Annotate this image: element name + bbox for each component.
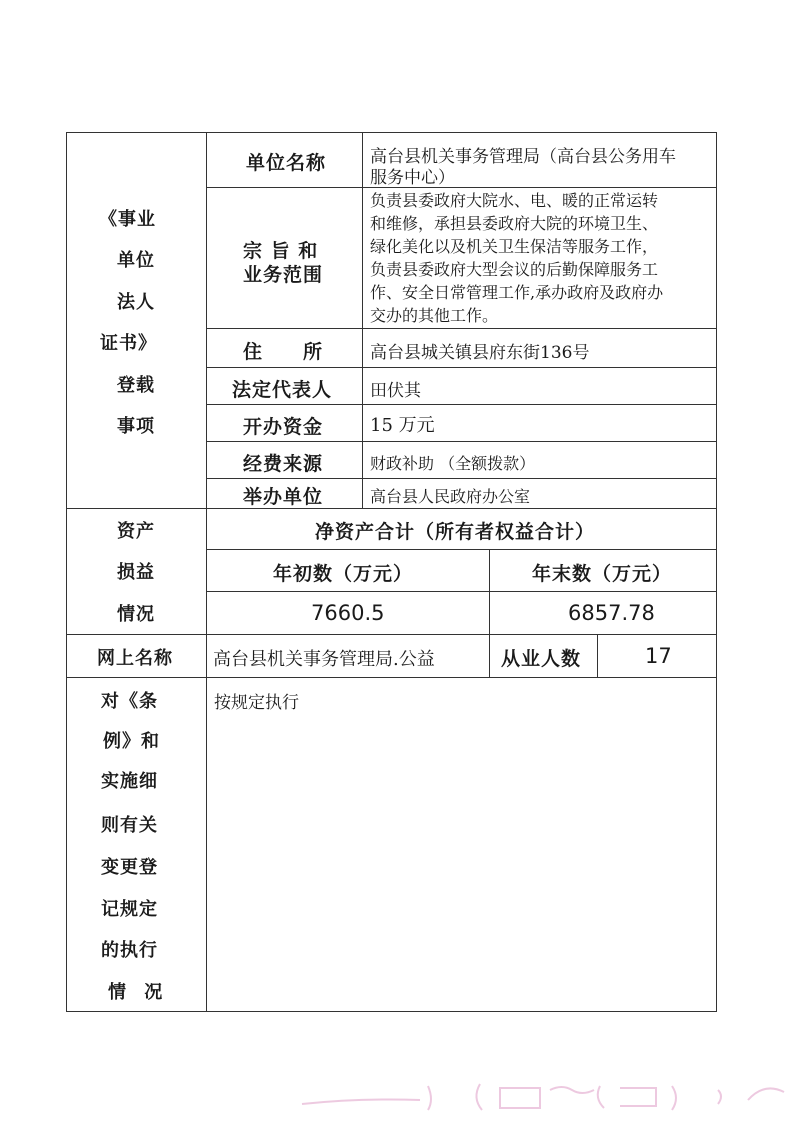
col-divider-left — [206, 132, 207, 1012]
scope-line: 和维修，承担县委政府大院的环境卫生、 — [370, 214, 659, 233]
execution-side-line: 例》和 — [103, 731, 160, 752]
funding-value: 财政补助 （全额拨款） — [370, 454, 536, 473]
row-divider — [206, 441, 717, 442]
scope-line: 负责县委政府大院水、电、暖的正常运转 — [370, 191, 659, 210]
scan-marks-decoration — [300, 1076, 790, 1116]
row-divider — [206, 367, 717, 368]
staff-count-value: 17 — [645, 644, 672, 668]
begin-year-label: 年初数（万元） — [273, 563, 414, 585]
registration-side-line: 事项 — [117, 416, 155, 437]
registration-side-line: 《事业 — [99, 209, 156, 230]
registration-side-line: 单位 — [117, 250, 155, 271]
assets-side-line: 情况 — [117, 604, 155, 625]
execution-side-line: 记规定 — [101, 899, 158, 920]
execution-side-line: 对《条 — [101, 691, 158, 712]
unit-name-value: 高台县机关事务管理局（高台县公务用车 — [370, 147, 676, 167]
execution-side-line: 的执行 — [101, 940, 158, 961]
legal-rep-value: 田伏其 — [370, 381, 421, 401]
col-divider-assets — [489, 549, 490, 677]
execution-side-line: 则有关 — [101, 815, 158, 836]
row-divider — [206, 187, 717, 188]
begin-year-value: 7660.5 — [311, 601, 385, 625]
capital-value: 15 万元 — [370, 415, 435, 436]
address-value: 高台县城关镇县府东街136号 — [370, 343, 590, 363]
sponsor-value: 高台县人民政府办公室 — [370, 487, 531, 506]
legal-rep-label: 法定代表人 — [232, 379, 333, 401]
assets-side-line: 资产 — [117, 521, 155, 542]
sponsor-label: 举办单位 — [243, 486, 324, 508]
section-divider — [66, 677, 717, 678]
execution-side-line: 情 况 — [108, 982, 169, 1003]
row-divider — [206, 404, 717, 405]
capital-label: 开办资金 — [243, 416, 324, 438]
end-year-label: 年末数（万元） — [532, 563, 673, 585]
unit-name-value-cont: 服务中心） — [370, 168, 455, 188]
execution-side-line: 变更登 — [101, 857, 158, 878]
scope-line: 绿化美化以及机关卫生保洁等服务工作， — [370, 237, 659, 256]
row-divider — [206, 549, 717, 550]
scope-label-line2: 业务范围 — [243, 264, 324, 286]
end-year-value: 6857.78 — [568, 601, 655, 625]
online-name-value: 高台县机关事务管理局.公益 — [213, 649, 435, 670]
scope-line: 交办的其他工作。 — [370, 306, 499, 325]
address-label: 住 所 — [243, 341, 324, 363]
execution-content: 按规定执行 — [214, 693, 299, 713]
col-divider-label — [362, 132, 363, 508]
row-divider — [206, 478, 717, 479]
section-divider — [66, 508, 717, 509]
staff-count-label: 从业人数 — [501, 648, 582, 670]
row-divider — [206, 328, 717, 329]
registration-side-line: 法人 — [117, 292, 155, 313]
registration-side-line: 登载 — [117, 375, 155, 396]
execution-side-line: 实施细 — [101, 771, 158, 792]
col-divider-staff-label — [597, 634, 598, 677]
assets-side-line: 损益 — [117, 562, 155, 583]
registration-side-line: 证书》 — [100, 333, 157, 354]
funding-label: 经费来源 — [243, 453, 324, 475]
section-divider — [66, 634, 717, 635]
scope-line: 作、安全日常管理工作,承办政府及政府办 — [370, 283, 664, 302]
row-divider — [206, 591, 717, 592]
net-assets-title: 净资产合计（所有者权益合计） — [315, 521, 596, 543]
scope-line: 负责县委政府大型会议的后勤保障服务工 — [370, 260, 659, 279]
scope-label-line1: 宗 旨 和 — [243, 240, 319, 262]
online-name-label: 网上名称 — [97, 648, 173, 669]
unit-name-label: 单位名称 — [246, 152, 327, 174]
